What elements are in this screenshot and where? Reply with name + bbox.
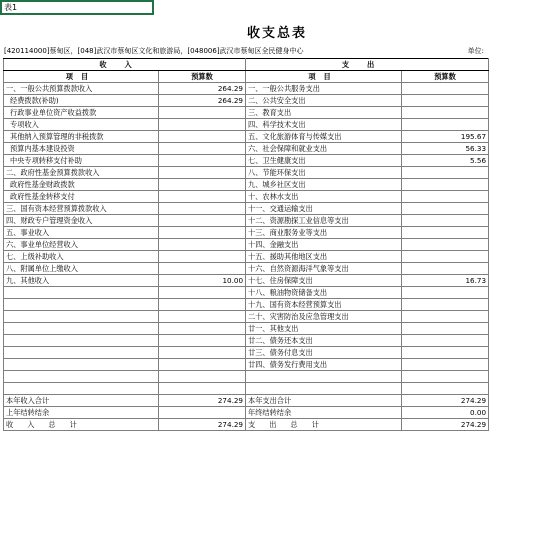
income-item-cell: 政府性基金转移支付 [4,191,159,203]
expense-budget-cell [402,263,489,275]
expense-budget-cell [402,311,489,323]
table-row [4,203,489,215]
expense-item-cell: 廿一、其他支出 [246,323,402,335]
expense-budget-cell [402,119,489,131]
table-row [4,383,489,395]
income-budget-cell [159,167,246,179]
expense-budget-cell [402,371,489,383]
expense-budget-cell [402,299,489,311]
table-row [4,359,489,371]
income-item-cell: 行政事业单位资产收益拨款 [4,107,159,119]
income-item-cell: 八、附属单位上缴收入 [4,263,159,275]
expense-item-cell: 八、节能环保支出 [246,167,402,179]
income-item-cell: 其他纳入预算管理的非税拨款 [4,131,159,143]
expense-budget-cell [402,359,489,371]
income-budget-cell [159,371,246,383]
income-budget-cell [159,323,246,335]
income-budget-cell [159,119,246,131]
income-item-cell: 二、政府性基金预算拨款收入 [4,167,159,179]
income-item-header: 项目 [4,71,159,83]
expense-budget-cell [402,251,489,263]
income-budget-cell [159,131,246,143]
expense-item-cell: 年终结转结余 [246,407,402,419]
expense-budget-cell: 195.67 [402,131,489,143]
table-row [4,335,489,347]
expense-item-header: 项目 [246,71,402,83]
unit-label: 单位: [467,47,484,55]
income-budget-cell [159,359,246,371]
section-header-row [4,59,489,71]
income-item-cell: 一、一般公共预算拨款收入 [4,83,159,95]
expense-item-cell: 廿三、债务付息支出 [246,347,402,359]
income-item-cell [4,311,159,323]
expense-budget-cell: 5.56 [402,155,489,167]
table-row [4,311,489,323]
income-budget-cell [159,407,246,419]
table-row [4,155,489,167]
income-budget-cell [159,239,246,251]
table-row [4,95,489,107]
income-budget-cell: 264.29 [159,83,246,95]
income-item-cell: 经费拨款(补助) [4,95,159,107]
expense-item-cell: 廿二、债务还本支出 [246,335,402,347]
income-budget-cell [159,203,246,215]
table-row [4,395,489,407]
income-item-cell [4,371,159,383]
expense-item-cell: 十四、金融支出 [246,239,402,251]
expense-item-cell: 七、卫生健康支出 [246,155,402,167]
income-budget-cell [159,299,246,311]
income-item-cell: 六、事业单位经营收入 [4,239,159,251]
expense-item-cell [246,371,402,383]
income-item-cell: 三、国有资本经营预算拨款收入 [4,203,159,215]
table-row [4,239,489,251]
expense-budget-cell: 56.33 [402,143,489,155]
expense-item-cell: 十八、粮油物资储备支出 [246,287,402,299]
income-item-cell: 四、财政专户管理资金收入 [4,215,159,227]
expense-item-cell: 十一、交通运输支出 [246,203,402,215]
income-budget-cell [159,191,246,203]
org-path: [420114000]蔡甸区，[048]武汉市蔡甸区文化和旅游局，[048006]武汉市蔡甸区全民健身中心 [4,47,304,55]
expense-budget-cell [402,179,489,191]
income-budget-cell [159,311,246,323]
income-budget-cell [159,347,246,359]
income-budget-cell: 264.29 [159,95,246,107]
expense-item-cell: 十、农林水支出 [246,191,402,203]
expense-item-cell: 十三、商业服务业等支出 [246,227,402,239]
income-item-cell: 七、上级补助收入 [4,251,159,263]
income-budget-cell: 274.29 [159,395,246,407]
table-row [4,323,489,335]
expense-budget-cell [402,323,489,335]
income-budget-cell [159,251,246,263]
income-budget-cell [159,107,246,119]
income-budget-cell [159,155,246,167]
expense-budget-cell [402,287,489,299]
income-item-cell [4,359,159,371]
table-row [4,191,489,203]
expense-budget-cell [402,83,489,95]
table-row [4,119,489,131]
income-item-cell: 预算内基本建设投资 [4,143,159,155]
budget-summary-table [3,58,489,431]
income-budget-cell: 274.29 [159,419,246,431]
expense-item-cell: 支出总计 [246,419,402,431]
expense-budget-cell: 274.29 [402,419,489,431]
table-row [4,167,489,179]
expense-item-cell: 十六、自然资源海洋气象等支出 [246,263,402,275]
header-info-line [4,46,488,56]
income-item-cell [4,383,159,395]
expense-budget-cell [402,203,489,215]
income-item-cell: 九、其他收入 [4,275,159,287]
table-row [4,131,489,143]
table-row [4,371,489,383]
income-item-cell [4,335,159,347]
table-row [4,251,489,263]
expense-budget-cell [402,95,489,107]
expense-budget-cell: 0.00 [402,407,489,419]
income-budget-cell [159,143,246,155]
expense-item-cell: 九、城乡社区支出 [246,179,402,191]
expense-budget-cell [402,107,489,119]
income-budget-cell [159,383,246,395]
income-item-cell: 政府性基金财政拨款 [4,179,159,191]
expense-budget-cell [402,215,489,227]
table-row [4,215,489,227]
income-budget-cell: 10.00 [159,275,246,287]
expense-item-cell: 五、文化旅游体育与传媒支出 [246,131,402,143]
expense-budget-cell [402,167,489,179]
expense-item-cell: 十七、住房保障支出 [246,275,402,287]
table-row [4,419,489,431]
income-budget-cell [159,287,246,299]
income-item-cell: 本年收入合计 [4,395,159,407]
expense-budget-cell: 274.29 [402,395,489,407]
expense-item-cell: 廿四、债务发行费用支出 [246,359,402,371]
expense-item-cell: 十二、资源勘探工业信息等支出 [246,215,402,227]
table-row [4,143,489,155]
expense-budget-header: 预算数 [402,71,489,83]
expense-item-cell: 二、公共安全支出 [246,95,402,107]
expense-item-cell: 三、教育支出 [246,107,402,119]
expense-item-cell: 十五、援助其他地区支出 [246,251,402,263]
table-row [4,107,489,119]
column-header-row [4,71,489,83]
expense-item-cell: 四、科学技术支出 [246,119,402,131]
expense-item-cell [246,383,402,395]
income-budget-header: 预算数 [159,71,246,83]
income-budget-cell [159,215,246,227]
table-row [4,227,489,239]
income-item-cell [4,347,159,359]
expense-section-header: 支出 [246,59,489,71]
expense-item-cell: 本年支出合计 [246,395,402,407]
expense-item-cell: 一、一般公共服务支出 [246,83,402,95]
income-item-cell [4,323,159,335]
expense-budget-cell [402,347,489,359]
expense-budget-cell [402,383,489,395]
expense-budget-cell [402,191,489,203]
income-budget-cell [159,263,246,275]
expense-budget-cell [402,227,489,239]
table-row [4,347,489,359]
expense-budget-cell [402,239,489,251]
income-item-cell: 上年结转结余 [4,407,159,419]
page-title: 收支总表 [246,26,307,41]
expense-budget-cell: 16.73 [402,275,489,287]
income-item-cell [4,287,159,299]
cell-reference-text: 表1 [4,3,18,12]
income-budget-cell [159,227,246,239]
expense-item-cell: 六、社会保障和就业支出 [246,143,402,155]
income-item-cell: 收入总计 [4,419,159,431]
table-row [4,263,489,275]
expense-budget-cell [402,335,489,347]
income-item-cell: 中央专项转移支付补助 [4,155,159,167]
income-item-cell [4,299,159,311]
cell-reference-box[interactable] [0,0,154,15]
income-item-cell: 五、事业收入 [4,227,159,239]
table-row [4,299,489,311]
income-section-header: 收入 [4,59,246,71]
table-row [4,83,489,95]
table-row [4,287,489,299]
income-budget-cell [159,335,246,347]
expense-item-cell: 十九、国有资本经营预算支出 [246,299,402,311]
table-row [4,179,489,191]
expense-item-cell: 二十、灾害防治及应急管理支出 [246,311,402,323]
income-budget-cell [159,179,246,191]
table-row [4,275,489,287]
income-item-cell: 专项收入 [4,119,159,131]
table-row [4,407,489,419]
